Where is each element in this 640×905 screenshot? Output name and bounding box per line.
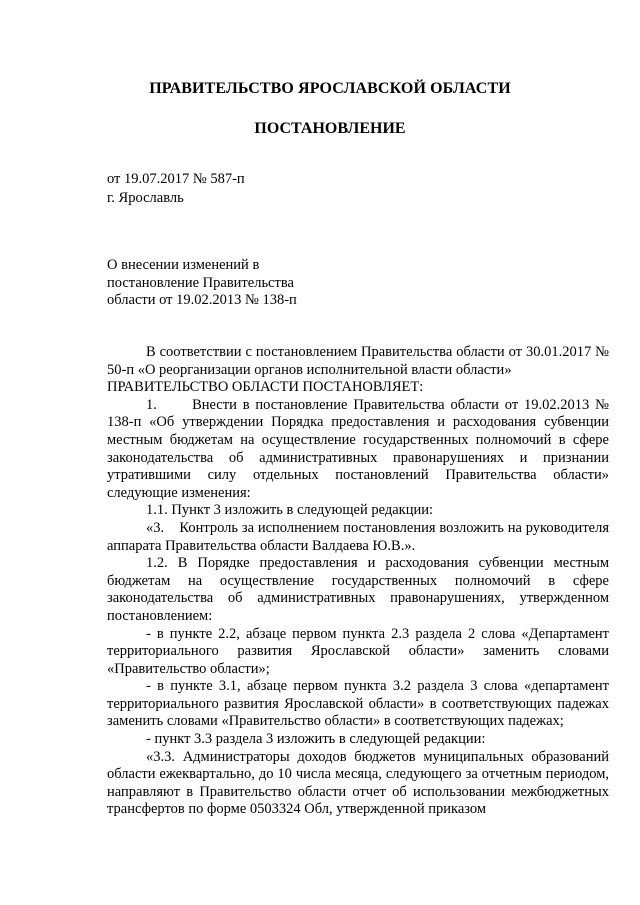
body-paragraph: - в пункте 3.1, абзаце первом пункта 3.2 раздела 3 слова «департамент территориального развития Ярославской области» в соответствующих падежах заменить словами «Правительство области» в соответствующих падежах; (107, 678, 609, 730)
date-number: от 19.07.2017 № 587-п (107, 171, 245, 187)
resolution-phrase: ПРАВИТЕЛЬСТВО ОБЛАСТИ ПОСТАНОВЛЯЕТ: (107, 379, 424, 396)
body-paragraph: - пункт 3.3 раздела 3 изложить в следующей редакции: (146, 731, 486, 748)
body-paragraph: 1.2. В Порядке предоставления и расходования субвенции местным бюджетам на осуществление государственных полномочий в сфере законодательства об административных правонарушениях, утвержденном постановлением: (107, 555, 609, 624)
body-paragraph: 1. Внести в постановление Правительства области от 19.02.2013 № 138-п «Об утверждении Порядка предоставления и расходования субвенции местным бюджетам на осуществление государственных полномочий в сфере законодательства об административных правонарушениях и признании утратившими силу отдельных постановлений Правительства области» следующие изменения: (107, 396, 609, 501)
document-meta (107, 170, 245, 208)
body-paragraph: «3. Контроль за исполнением постановления возложить на руководителя аппарата Правительства области Валдаева Ю.В.». (107, 519, 609, 554)
subject-line: О внесении изменений в (107, 257, 260, 273)
document-type-heading: ПОСТАНОВЛЕНИЕ (254, 120, 406, 137)
body-paragraph: 1.1. Пункт 3 изложить в следующей редакции: (146, 502, 434, 519)
document-body (107, 344, 609, 819)
body-paragraph: В соответствии с постановлением Правительства области от 30.01.2017 № 50-п «О реорганизации органов исполнительной власти области» (107, 344, 609, 378)
document-subject (107, 257, 367, 310)
subject-line: постановление Правительства (107, 274, 294, 291)
body-paragraph: - в пункте 2.2, абзаце первом пункта 2.3 раздела 2 слова «Департамент территориального развития Ярославской области» заменить словами «Правительство области»; (107, 625, 609, 677)
city: г. Ярославль (107, 190, 184, 206)
body-paragraph: «3.3. Администраторы доходов бюджетов муниципальных образований области ежеквартально, до 10 числа месяца, следующего за отчетным периодом, направляют в Правительство области отчет об использовании межбюджетных трансфертов по форме 0503324 Обл, утвержденной приказом (107, 748, 609, 818)
subject-line: области от 19.02.2013 № 138-п (107, 292, 297, 308)
government-title: ПРАВИТЕЛЬСТВО ЯРОСЛАВСКОЙ ОБЛАСТИ (149, 80, 511, 97)
